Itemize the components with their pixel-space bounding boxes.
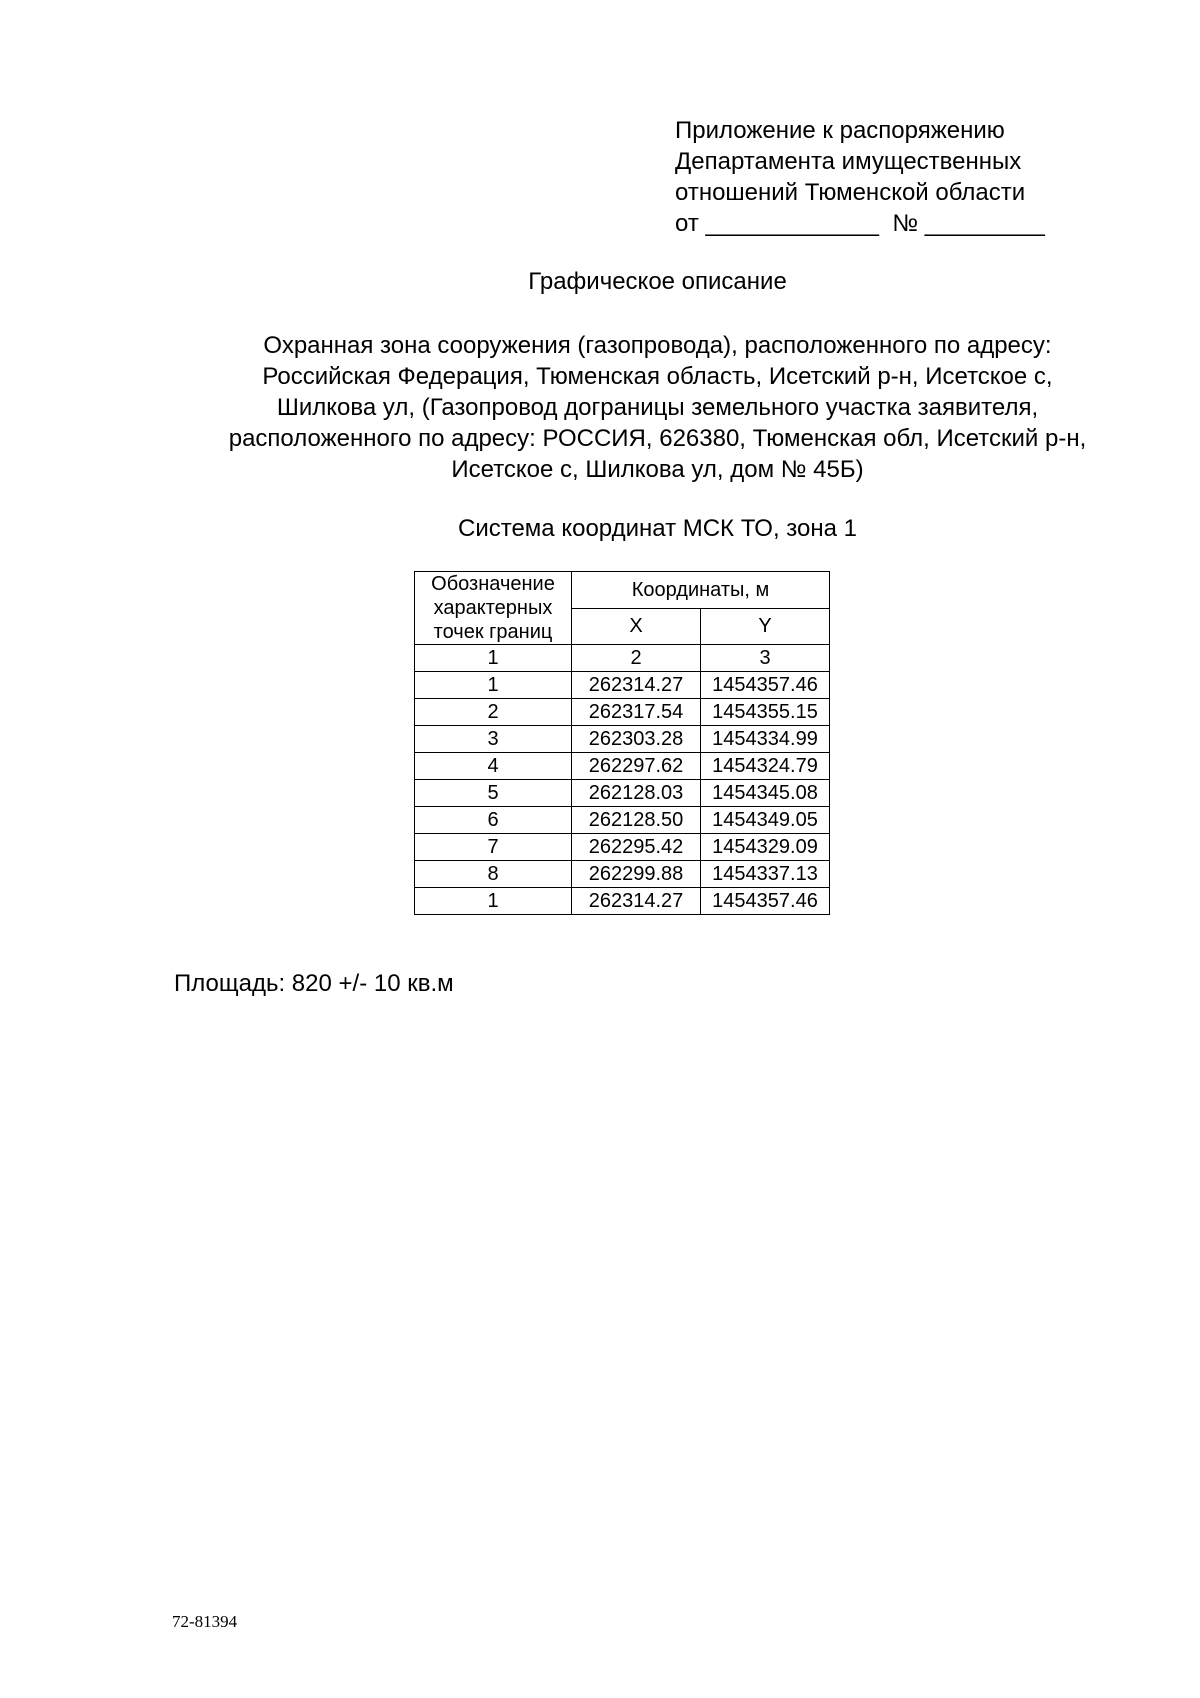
document-title: Графическое описание [528,268,787,295]
table-row [415,672,830,699]
header-designation-line: точек границ [433,621,553,643]
description-line: Российская Федерация, Тюменская область, Исетский р-н, Исетское с, [262,363,1053,390]
coordinates-table [414,571,830,915]
table-column-numbers-row [415,645,830,672]
y-coordinate-cell: 1454329.09 [701,834,830,861]
header-y: Y [701,608,830,645]
x-coordinate-cell: 262295.42 [572,834,701,861]
point-cell: 4 [415,753,572,780]
table-row [415,753,830,780]
point-cell: 5 [415,780,572,807]
table-row [415,888,830,915]
appendix-line: Департамента имущественных [675,148,1022,175]
x-coordinate-cell: 262297.62 [572,753,701,780]
point-cell: 1 [415,888,572,915]
x-coordinate-cell: 262299.88 [572,861,701,888]
appendix-line: отношений Тюменской области [675,179,1026,206]
description-line: расположенного по адресу: РОССИЯ, 626380, Тюменская обл, Исетский р-н, [228,425,1087,452]
x-coordinate-cell: 262303.28 [572,726,701,753]
table-row [415,834,830,861]
zone-description [160,330,1155,485]
table-row [415,861,830,888]
x-coordinate-cell: 262317.54 [572,699,701,726]
table-row [415,726,830,753]
header-designation-line: характерных [433,597,553,619]
column-number: 3 [701,645,830,672]
area-label: Площадь: 820 +/- 10 кв.м [174,970,454,997]
point-cell: 2 [415,699,572,726]
header-designation-line: Обозначение [431,573,555,595]
column-number: 2 [572,645,701,672]
description-line: Охранная зона сооружения (газопровода), расположенного по адресу: [263,332,1052,359]
table-row [415,780,830,807]
y-coordinate-cell: 1454324.79 [701,753,830,780]
x-coordinate-cell: 262314.27 [572,672,701,699]
point-cell: 1 [415,672,572,699]
point-cell: 3 [415,726,572,753]
coordinate-system-label: Система координат МСК ТО, зона 1 [458,515,857,542]
header-designation [415,572,572,645]
y-coordinate-cell: 1454334.99 [701,726,830,753]
description-line: Шилкова ул, (Газопровод дограницы земельного участка заявителя, [276,394,1039,421]
table-row [415,699,830,726]
point-cell: 8 [415,861,572,888]
y-coordinate-cell: 1454349.05 [701,807,830,834]
appendix-header [675,115,1045,239]
column-number: 1 [415,645,572,672]
x-coordinate-cell: 262128.03 [572,780,701,807]
table-row [415,807,830,834]
y-coordinate-cell: 1454355.15 [701,699,830,726]
y-coordinate-cell: 1454357.46 [701,672,830,699]
footer-code: 72-81394 [172,1612,238,1631]
table-header-row [415,572,830,609]
description-line: Исетское с, Шилкова ул, дом № 45Б) [451,456,864,483]
point-cell: 6 [415,807,572,834]
y-coordinate-cell: 1454337.13 [701,861,830,888]
x-coordinate-cell: 262314.27 [572,888,701,915]
x-coordinate-cell: 262128.50 [572,807,701,834]
header-coordinates: Координаты, м [572,572,830,609]
appendix-line: Приложение к распоряжению [675,117,1005,144]
y-coordinate-cell: 1454345.08 [701,780,830,807]
point-cell: 7 [415,834,572,861]
header-x: X [572,608,701,645]
y-coordinate-cell: 1454357.46 [701,888,830,915]
appendix-line: от _____________ № _________ [675,210,1045,237]
